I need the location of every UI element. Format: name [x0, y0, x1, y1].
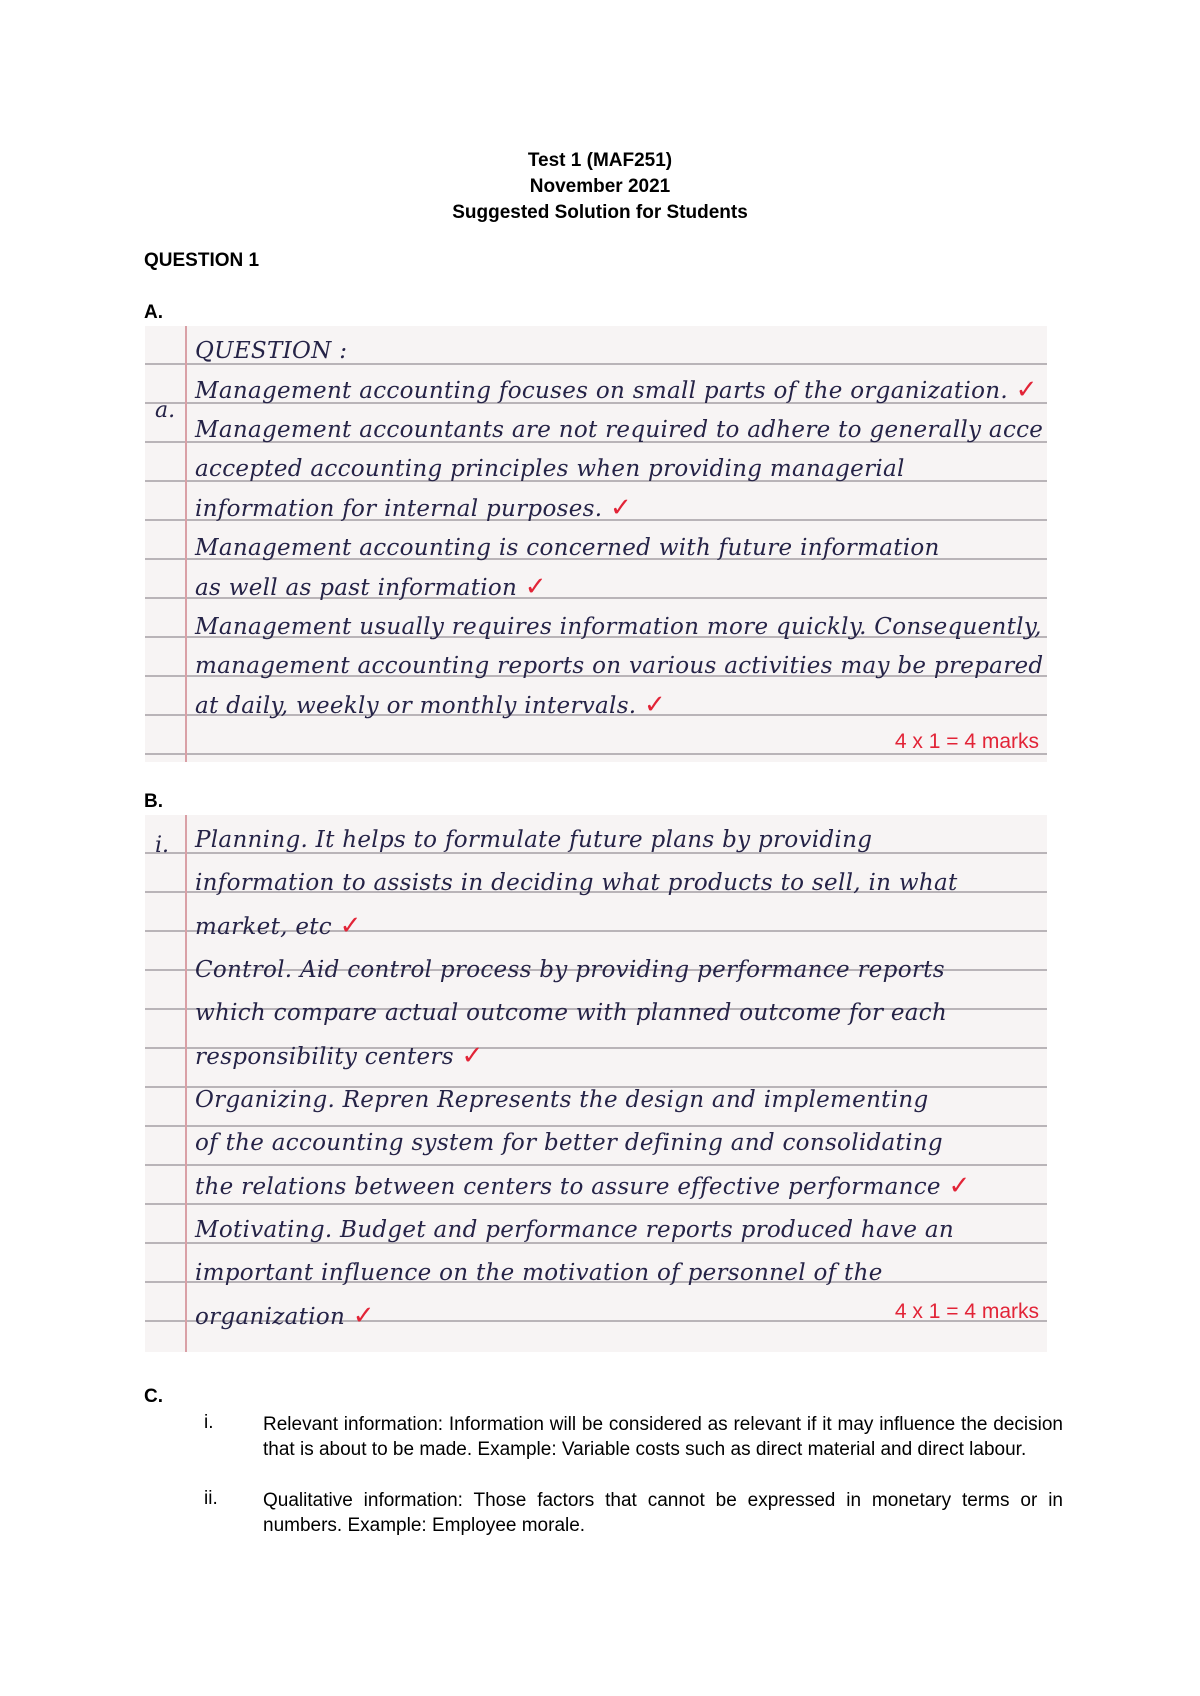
answer-b-line: Motivating. Budget and performance reports produced have an [195, 1217, 954, 1243]
checkmark-icon: ✓ [948, 1171, 971, 1201]
answer-b-line: Organizing. Repren Represents the design and implementing [195, 1087, 929, 1113]
answer-b-line: information to assists in deciding what products to sell, in what [195, 870, 958, 896]
answer-a-line: management accounting reports on various activities may be prepared [195, 653, 1044, 679]
marks-annotation-b: 4 x 1 = 4 marks [894, 1300, 1039, 1323]
answer-a-line: information for internal purposes. [195, 496, 603, 522]
answer-b-line: of the accounting system for better defining and consolidating [195, 1130, 943, 1156]
handwritten-answer-b [145, 815, 1047, 1352]
answer-b-line: Planning. It helps to formulate future plans by providing [195, 827, 873, 853]
answer-b-line: the relations between centers to assure effective performance [195, 1174, 941, 1200]
answer-a-line: Management accounting focuses on small parts of the organization. [195, 378, 1008, 404]
checkmark-icon: ✓ [339, 911, 362, 941]
answer-a-line: Management accountants are not required to adhere to generally acce [195, 417, 1044, 443]
checkmark-icon: ✓ [1015, 375, 1038, 405]
answer-a-line: accepted accounting principles when providing managerial [195, 456, 905, 482]
list-item-text: Qualitative information: Those factors that cannot be expressed in monetary terms or in numbers. Example: Employee morale. [263, 1490, 1063, 1536]
answer-a-line: QUESTION : [195, 338, 348, 364]
list-item-number: ii. [204, 1488, 218, 1509]
section-c-label: C. [144, 1386, 163, 1407]
checkmark-icon: ✓ [524, 572, 547, 602]
answer-b-line: responsibility centers [195, 1044, 454, 1070]
answer-b-line: which compare actual outcome with planned outcome for each [195, 1000, 948, 1026]
answer-b-line: market, etc [195, 914, 332, 940]
checkmark-icon: ✓ [352, 1301, 375, 1331]
section-b-label: B. [144, 791, 163, 812]
answer-a-line: at daily, weekly or monthly intervals. [195, 693, 637, 719]
margin-mark-b: i. [155, 833, 170, 858]
answer-b-line: important influence on the motivation of personnel of the [195, 1260, 883, 1286]
marks-annotation-a: 4 x 1 = 4 marks [894, 730, 1039, 753]
answer-a-line: Management accounting is concerned with future information [195, 535, 940, 561]
answer-a-line: as well as past information [195, 575, 518, 601]
answer-b-line: organization [195, 1304, 346, 1330]
checkmark-icon: ✓ [609, 493, 633, 523]
answer-b-line: Control. Aid control process by providing performance reports [195, 957, 945, 983]
list-item-number: i. [204, 1412, 214, 1433]
test-date: November 2021 [529, 176, 671, 197]
document-header [0, 148, 1200, 226]
handwritten-answer-a [145, 326, 1047, 762]
list-item-text: Relevant information: Information will be considered as relevant if it may influence the decision that is about to be made. Example: Variable costs such as direct material and direct labour. [263, 1414, 1063, 1460]
test-title: Test 1 (MAF251) [527, 150, 673, 171]
answer-a-line: Management usually requires information more quickly. Consequently, [195, 614, 1042, 640]
checkmark-icon: ✓ [461, 1041, 484, 1071]
margin-mark-a: a. [155, 398, 176, 423]
question-title: QUESTION 1 [144, 250, 260, 271]
document-subtitle: Suggested Solution for Students [452, 202, 748, 223]
checkmark-icon: ✓ [644, 690, 667, 720]
section-a-label: A. [144, 302, 163, 323]
